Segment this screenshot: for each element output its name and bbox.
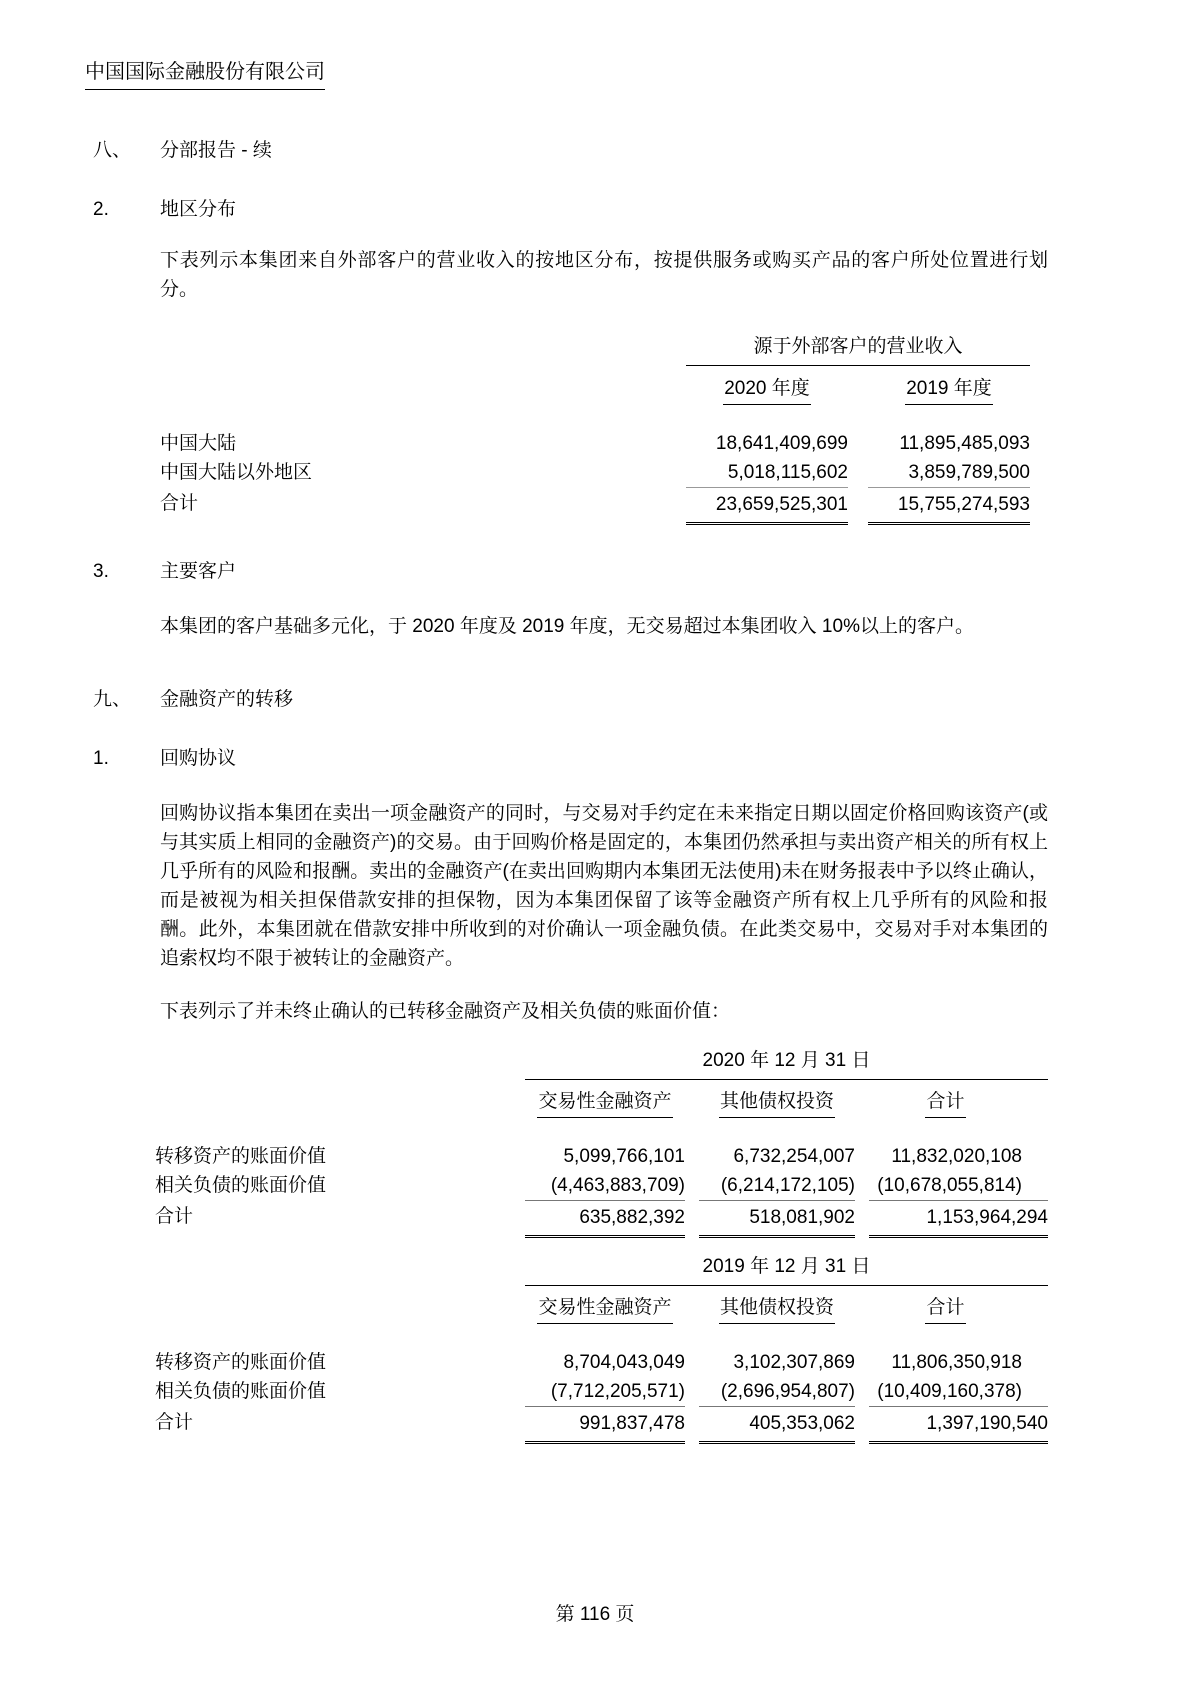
cell-other-debt: (2,696,954,807): [720, 1381, 855, 1402]
row-label: 相关负债的账面价值: [155, 1175, 327, 1196]
spacer: [155, 1087, 525, 1118]
table-row-mainland: [160, 429, 1030, 458]
repurchase-paragraph: 回购协议指本集团在卖出一项金融资产的同时，与交易对手约定在未来指定日期以固定价格回购该资产(或与其实质上相同的金融资产)的交易。由于回购价格是固定的，本集团仍然承担与卖出资产相关的所有权上几乎所有的风险和报酬。卖出的金融资产(在卖出回购期内本集团无法使用)未在财务报表中予以终止确认，而是被视为相关担保借款安排的担保物，因为本集团保留了该等金融资产所有权上几乎所有的风险和报酬。此外，本集团就在借款安排中所收到的对价确认一项金融负债。在此类交易中，交易对手对本集团的追索权均不限于被转让的金融资产。: [160, 803, 1048, 969]
table-row-outside-mainland: [160, 458, 1030, 487]
section-8-heading: [93, 136, 1190, 165]
item-1-number: 1.: [93, 748, 109, 769]
cell-other-debt: 6,732,254,007: [733, 1146, 855, 1167]
cell-total: (10,409,160,378): [877, 1381, 1022, 1402]
row-transferred-carrying-value: [155, 1348, 1048, 1377]
column-header-total: 合计: [869, 1087, 1048, 1118]
table-span-header-row: [160, 332, 1030, 366]
row-transferred-carrying-value: [155, 1142, 1048, 1171]
item-1-heading: [93, 744, 1190, 773]
column-header-other-debt: 其他债权投资: [699, 1087, 855, 1118]
cell-net-trading-assets: 991,837,478: [525, 1406, 685, 1444]
cell-trading-assets: (4,463,883,709): [550, 1175, 685, 1196]
section-8-number: 八、: [93, 140, 132, 161]
column-header-2020: 2020 年度: [686, 374, 848, 405]
item-2-title: 地区分布: [160, 199, 237, 220]
row-label: 转移资产的账面价值: [155, 1352, 327, 1373]
table-row-total: [160, 487, 1030, 525]
total-label: 合计: [160, 493, 199, 514]
section-9-heading: [93, 685, 1190, 714]
item-1-title: 回购协议: [160, 748, 237, 769]
company-name: 中国国际金融股份有限公司: [85, 58, 325, 90]
cell-total-2020: 23,659,525,301: [686, 487, 848, 525]
row-label: 相关负债的账面价值: [155, 1381, 327, 1402]
column-header-other-debt: 其他债权投资: [699, 1293, 855, 1324]
spacer: [155, 1293, 525, 1324]
column-header-total: 合计: [869, 1293, 1048, 1324]
cell-trading-assets: 8,704,043,049: [563, 1352, 685, 1373]
item-3-title: 主要客户: [160, 561, 237, 582]
table-column-header-row: [160, 374, 1030, 405]
cell-total-2019: 15,755,274,593: [868, 487, 1030, 525]
major-customers-paragraph: 本集团的客户基础多元化，于 2020 年度及 2019 年度，无交易超过本集团收入 10%以上的客户。: [160, 616, 974, 637]
spacer: [155, 1046, 525, 1080]
row-related-liabilities: [155, 1171, 1048, 1200]
item-3-number: 3.: [93, 561, 109, 582]
cell-net-other-debt: 518,081,902: [699, 1200, 855, 1238]
cell-net-total: 1,153,964,294: [869, 1200, 1048, 1238]
item-2-number: 2.: [93, 199, 109, 220]
date-header-row: [155, 1046, 1048, 1080]
spacer: [160, 332, 686, 366]
transferred-assets-table-2019: [155, 1252, 1048, 1444]
cell-total: 11,832,020,108: [891, 1146, 1022, 1167]
cell-mainland-2019: 11,895,485,093: [899, 433, 1030, 454]
total-label: 合计: [155, 1206, 194, 1227]
section-8-title: 分部报告 - 续: [160, 140, 272, 161]
date-header-2019: 2019 年 12 月 31 日: [525, 1252, 1048, 1286]
section-9-title: 金融资产的转移: [160, 689, 294, 710]
column-header-trading-assets: 交易性金融资产: [525, 1293, 685, 1324]
column-header-trading-assets: 交易性金融资产: [525, 1087, 685, 1118]
date-header-row: [155, 1252, 1048, 1286]
section-9-number: 九、: [93, 689, 132, 710]
item-3-heading: [93, 557, 1190, 586]
total-label: 合计: [155, 1412, 194, 1433]
cell-mainland-2020: 18,641,409,699: [715, 433, 848, 454]
spacer: [160, 374, 686, 405]
region-paragraph: 下表列示本集团来自外部客户的营业收入的按地区分布，按提供服务或购买产品的客户所处位置进行划分。: [160, 250, 1048, 300]
revenue-span-header: 源于外部客户的营业收入: [686, 332, 1030, 366]
cell-outside-2019: 3,859,789,500: [908, 462, 1030, 483]
cell-trading-assets: (7,712,205,571): [550, 1381, 685, 1402]
transferred-assets-table-2020: [155, 1046, 1048, 1238]
revenue-by-region-table: [160, 332, 1030, 525]
row-net-total: [155, 1406, 1048, 1444]
column-header-row: [155, 1087, 1048, 1118]
row-label: 转移资产的账面价值: [155, 1146, 327, 1167]
cell-total: (10,678,055,814): [877, 1175, 1022, 1196]
cell-trading-assets: 5,099,766,101: [563, 1146, 685, 1167]
cell-outside-2020: 5,018,115,602: [727, 462, 848, 483]
item-2-heading: [93, 195, 1190, 224]
transferred-assets-intro: 下表列示了并未终止确认的已转移金融资产及相关负债的账面价值：: [160, 1001, 731, 1022]
column-header-row: [155, 1293, 1048, 1324]
page-number: 第 116 页: [555, 1604, 635, 1625]
column-header-2019: 2019 年度: [868, 374, 1030, 405]
cell-other-debt: (6,214,172,105): [720, 1175, 855, 1196]
spacer: [155, 1252, 525, 1286]
date-header-2020: 2020 年 12 月 31 日: [525, 1046, 1048, 1080]
row-net-total: [155, 1200, 1048, 1238]
cell-net-trading-assets: 635,882,392: [525, 1200, 685, 1238]
row-label: 中国大陆: [160, 433, 237, 454]
company-header: [85, 0, 1190, 90]
cell-net-total: 1,397,190,540: [869, 1406, 1048, 1444]
cell-other-debt: 3,102,307,869: [733, 1352, 855, 1373]
cell-total: 11,806,350,918: [891, 1352, 1022, 1373]
cell-net-other-debt: 405,353,062: [699, 1406, 855, 1444]
row-related-liabilities: [155, 1377, 1048, 1406]
row-label: 中国大陆以外地区: [160, 462, 313, 483]
